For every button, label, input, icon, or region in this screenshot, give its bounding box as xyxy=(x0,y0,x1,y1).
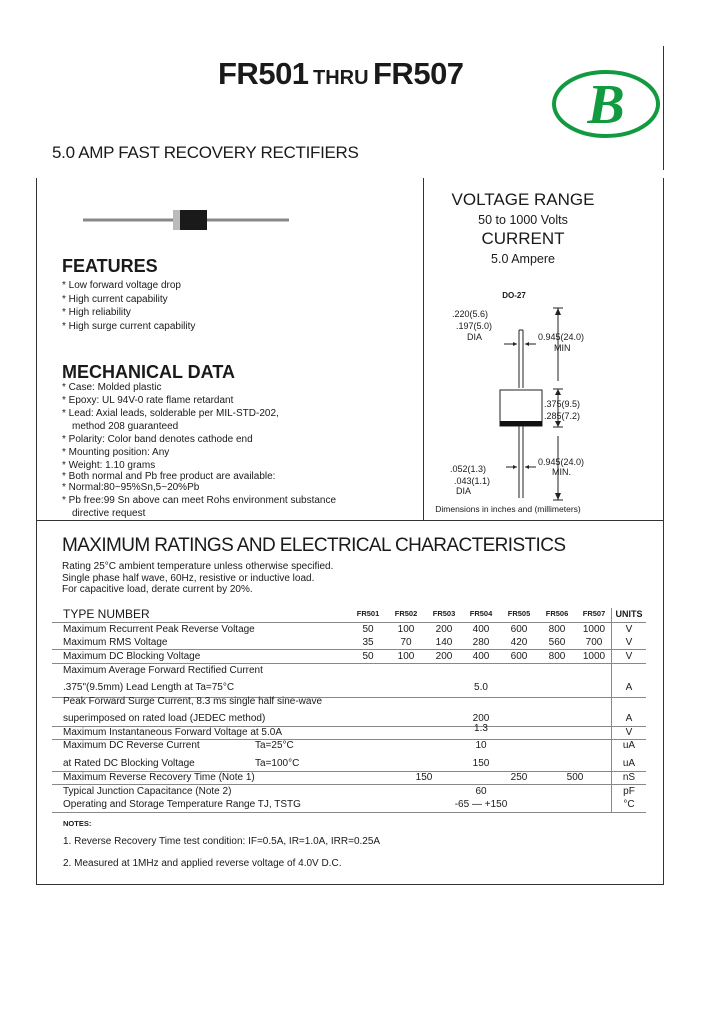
dim-len-bot-2: MIN. xyxy=(552,467,571,477)
note-item: 2. Measured at 1MHz and applied reverse voltage of 4.0V D.C. xyxy=(63,858,342,869)
table-row xyxy=(63,637,653,649)
table-rule xyxy=(52,812,646,813)
dim-len-top-2: MIN xyxy=(554,343,571,353)
row-label: Peak Forward Surge Current, 8.3 ms single half sine-wave xyxy=(63,696,323,707)
features-list xyxy=(62,279,195,333)
lower-box-right-rule xyxy=(663,520,664,885)
list-item: * Epoxy: UL 94V-0 rate flame retardant xyxy=(62,395,234,406)
note-item: 1. Reverse Recovery Time test condition: IF=0.5A, IR=1.0A, IRR=0.25A xyxy=(63,836,381,847)
row-label: Maximum RMS Voltage xyxy=(63,637,168,648)
col-fr502: FR502 xyxy=(394,609,418,618)
dim-wire-label: DIA xyxy=(456,486,472,496)
list-item: * Polarity: Color band denotes cathode end xyxy=(62,434,253,445)
table-rule xyxy=(52,784,646,785)
row-label: .375"(9.5mm) Lead Length at Ta=75°C xyxy=(63,682,235,693)
cell: 600 xyxy=(510,624,528,635)
dim-wire-2: .043(1.1) xyxy=(454,476,491,486)
table-row xyxy=(63,799,653,811)
dim-wire-1: .052(1.3) xyxy=(450,464,487,474)
list-item: * Low forward voltage drop xyxy=(62,280,181,291)
cell: 400 xyxy=(472,624,490,635)
thru-label: THRU xyxy=(313,67,369,89)
row-label: superimposed on rated load (JEDEC method) xyxy=(63,713,266,724)
unit-cell: V xyxy=(625,637,633,648)
type-number-header: TYPE NUMBER xyxy=(63,607,150,621)
package-drawing xyxy=(424,286,624,514)
unit-cell: °C xyxy=(623,799,635,810)
list-item: * High reliability xyxy=(62,307,131,318)
cell: -65 — +150 xyxy=(454,799,508,810)
unit-cell: V xyxy=(625,651,633,662)
cell: 50 xyxy=(362,624,374,635)
mechanical-heading: MECHANICAL DATA xyxy=(62,362,235,382)
list-item: * Lead: Axial leads, solderable per MIL-STD-202, xyxy=(62,408,279,419)
ratings-summary xyxy=(424,190,622,266)
cell: 150 xyxy=(415,772,433,783)
table-row xyxy=(63,696,653,708)
row-label: Operating and Storage Temperature Range TJ, TSTG xyxy=(63,799,301,810)
list-item: * Pb free:99 Sn above can meet Rohs environment substance xyxy=(62,495,337,506)
cell: 280 xyxy=(472,637,490,648)
table-row xyxy=(63,651,653,663)
row-label: Maximum DC Blocking Voltage xyxy=(63,651,201,662)
list-item: method 208 guaranteed xyxy=(72,421,179,432)
cell: 700 xyxy=(585,637,603,648)
cell: 600 xyxy=(510,651,528,662)
list-item: * Weight: 1.10 grams xyxy=(62,460,156,471)
table-row xyxy=(63,713,653,725)
cell: 100 xyxy=(397,624,415,635)
diode-icon xyxy=(83,208,289,232)
cell: 35 xyxy=(362,637,374,648)
list-item: directive request xyxy=(72,508,146,519)
voltage-range-title: VOLTAGE RANGE xyxy=(451,190,595,209)
cell: 400 xyxy=(472,651,490,662)
unit-cell: A xyxy=(625,713,633,724)
list-item: * High current capability xyxy=(62,293,168,305)
lower-box-left-rule xyxy=(36,520,37,885)
dim-lead-dia-label: DIA xyxy=(467,332,483,342)
row-label: Maximum Reverse Recovery Time (Note 1) xyxy=(63,772,255,783)
table-row xyxy=(63,772,653,784)
package-name: DO-27 xyxy=(502,291,526,300)
box-bottom-rule xyxy=(36,520,664,521)
page-title xyxy=(218,56,464,92)
unit-cell: uA xyxy=(622,758,636,769)
list-item: * High surge current capability xyxy=(62,320,196,332)
intro-line: Rating 25°C ambient temperature unless otherwise specified. xyxy=(62,561,334,572)
unit-cell: nS xyxy=(622,772,636,783)
cell: 150 xyxy=(472,758,490,769)
cell: 250 xyxy=(510,772,528,783)
header-vertical-rule xyxy=(663,46,664,170)
unit-cell: V xyxy=(625,727,633,738)
ratings-intro xyxy=(62,561,333,596)
intro-line: Single phase half wave, 60Hz, resistive or inductive load. xyxy=(62,572,315,584)
ratings-heading: MAXIMUM RATINGS AND ELECTRICAL CHARACTERISTICS xyxy=(62,535,566,556)
cell: 100 xyxy=(397,651,415,662)
unit-cell: pF xyxy=(623,786,635,797)
dim-len-top-1: 0.945(24.0) xyxy=(538,332,585,342)
box-right-rule xyxy=(663,178,664,520)
cell: 1000 xyxy=(582,651,606,662)
row-label: Maximum Recurrent Peak Reverse Voltage xyxy=(63,624,255,635)
col-fr501: FR501 xyxy=(356,609,380,618)
table-row xyxy=(63,740,653,752)
row-label: at Rated DC Blocking Voltage xyxy=(63,758,195,769)
list-item: * Case: Molded plastic xyxy=(62,382,162,393)
list-item: * Normal:80~95%Sn,5~20%Pb xyxy=(62,482,200,493)
dim-body-2: .285(7.2) xyxy=(544,411,581,421)
table-row xyxy=(63,723,653,739)
cell: 200 xyxy=(472,713,490,724)
voltage-range-value: 50 to 1000 Volts xyxy=(478,213,568,227)
notes-label: NOTES: xyxy=(63,819,92,828)
box-left-rule xyxy=(36,178,37,520)
cell: 5.0 xyxy=(474,682,488,693)
col-fr507: FR507 xyxy=(582,609,606,618)
cell: 500 xyxy=(566,772,584,783)
col-fr506: FR506 xyxy=(545,609,569,618)
cell: 200 xyxy=(435,624,453,635)
unit-cell: V xyxy=(625,624,633,635)
row-condition: Ta=100°C xyxy=(255,758,300,769)
row-condition: Ta=25°C xyxy=(255,740,294,751)
unit-cell: uA xyxy=(622,740,636,751)
units-header: UNITS xyxy=(615,609,643,619)
brand-logo xyxy=(550,68,662,140)
col-fr505: FR505 xyxy=(507,609,531,618)
table-rule xyxy=(52,663,646,664)
row-label: Maximum Average Forward Rectified Current xyxy=(63,665,263,676)
intro-line: For capacitive load, derate current by 20%. xyxy=(62,584,253,595)
logo-letter: B xyxy=(587,74,625,136)
cell: 70 xyxy=(400,637,412,648)
dimension-caption: Dimensions in inches and (millimeters) xyxy=(435,504,581,514)
table-row xyxy=(63,665,653,677)
lower-box-bottom-rule xyxy=(36,884,664,885)
subtitle: 5.0 AMP FAST RECOVERY RECTIFIERS xyxy=(52,143,359,162)
cell: 1000 xyxy=(582,624,606,635)
table-rule xyxy=(52,649,646,650)
unit-cell: A xyxy=(625,682,633,693)
cell: 560 xyxy=(548,637,566,648)
table-rule xyxy=(52,622,646,623)
cell: 50 xyxy=(362,651,374,662)
current-title: CURRENT xyxy=(481,229,565,248)
dim-lead-dia-1: .220(5.6) xyxy=(452,309,489,319)
col-fr503: FR503 xyxy=(432,609,456,618)
list-item: * Mounting position: Any xyxy=(62,447,170,458)
dim-body-1: .375(9.5) xyxy=(544,399,581,409)
row-label: Maximum DC Reverse Current xyxy=(63,740,200,751)
dim-lead-dia-2: .197(5.0) xyxy=(456,321,493,331)
cell: 140 xyxy=(435,637,453,648)
cell: 1.3 xyxy=(474,723,488,734)
table-row xyxy=(63,624,653,636)
row-label: Maximum Instantaneous Forward Voltage at 5.0A xyxy=(63,727,283,738)
cell: 420 xyxy=(510,637,528,648)
part-to: FR507 xyxy=(373,56,464,91)
col-fr504: FR504 xyxy=(469,609,493,618)
row-label: Typical Junction Capacitance (Note 2) xyxy=(63,786,232,797)
cell: 60 xyxy=(475,786,487,797)
current-value: 5.0 Ampere xyxy=(491,252,555,266)
cell: 800 xyxy=(548,624,566,635)
mechanical-list xyxy=(62,381,336,520)
part-from: FR501 xyxy=(218,56,309,91)
features-heading: FEATURES xyxy=(62,256,158,276)
table-row xyxy=(63,786,653,798)
dim-len-bot-1: 0.945(24.0) xyxy=(538,457,585,467)
cell: 10 xyxy=(475,740,487,751)
cell: 200 xyxy=(435,651,453,662)
table-row xyxy=(63,682,653,694)
list-item: * Both normal and Pb free product are available: xyxy=(62,471,276,482)
table-row xyxy=(63,758,653,770)
cell: 800 xyxy=(548,651,566,662)
